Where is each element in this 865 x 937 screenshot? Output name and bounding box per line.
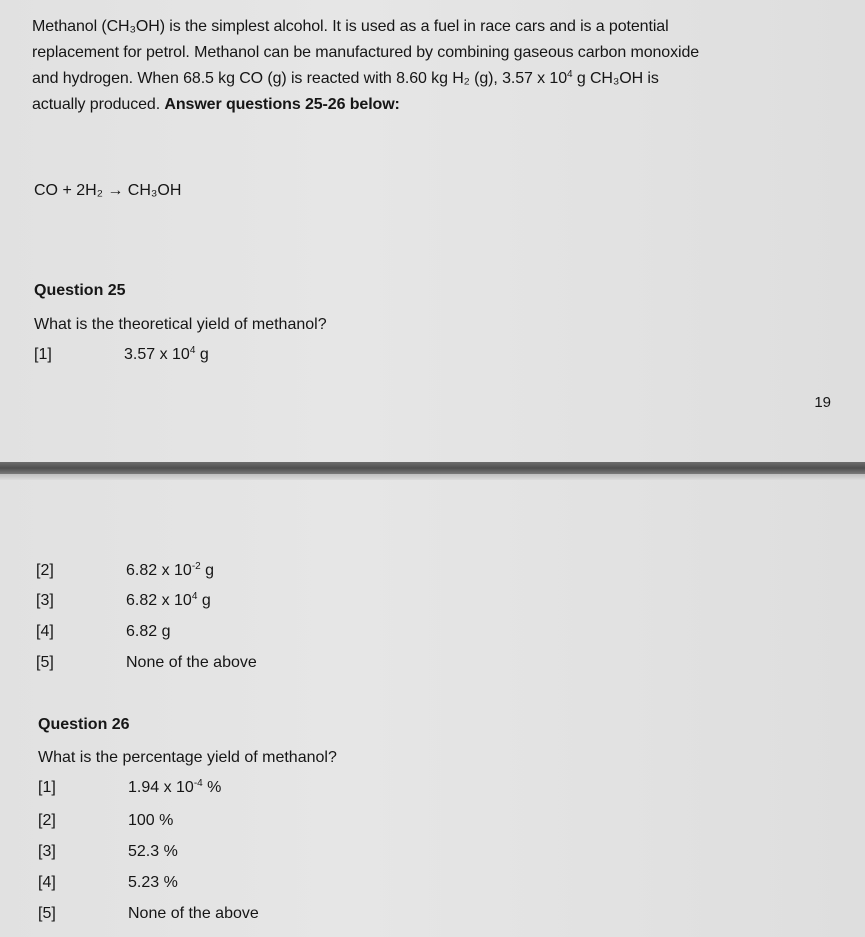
page-break-divider xyxy=(0,462,865,474)
option-value xyxy=(126,623,170,641)
option-base: 6.82 x 10 xyxy=(126,592,192,609)
option-unit: g xyxy=(200,562,215,579)
option-number: [4] xyxy=(36,623,54,640)
option-base: 1.94 x 10 xyxy=(128,779,194,796)
option-unit: g xyxy=(197,592,211,609)
option-base: 5.23 % xyxy=(128,874,178,891)
page-number: 19 xyxy=(814,394,831,411)
option-value xyxy=(128,843,178,861)
question-25-text: What is the theoretical yield of methanol? xyxy=(34,316,327,333)
option-value xyxy=(128,905,259,923)
option-number: [2] xyxy=(36,562,54,579)
option-exponent: 4 xyxy=(189,345,196,356)
option-value xyxy=(128,874,178,892)
option-number: [4] xyxy=(38,874,56,891)
intro-line-3-exponent: 4 xyxy=(567,69,573,80)
option-base: None of the above xyxy=(126,654,257,671)
intro-paragraph xyxy=(32,14,847,118)
option-base: 100 % xyxy=(128,812,174,829)
intro-line-4-text: actually produced. xyxy=(32,96,165,113)
option-unit: % xyxy=(202,779,222,796)
option-base: 3.57 x 10 xyxy=(124,346,190,363)
divider-shadow xyxy=(0,474,865,480)
option-base: 6.82 x 10 xyxy=(126,562,192,579)
option-number: [2] xyxy=(38,812,56,829)
intro-line-3-text-end: g CH₃OH is xyxy=(572,70,659,87)
option-value xyxy=(124,346,209,364)
option-number: [3] xyxy=(38,843,56,860)
option-value xyxy=(126,592,211,610)
option-number: [3] xyxy=(36,592,54,609)
option-value xyxy=(126,562,214,580)
reaction-equation: CO + 2H₂ → CH₃OH xyxy=(34,182,182,199)
intro-line-4 xyxy=(32,92,847,118)
option-unit: g xyxy=(195,346,209,363)
option-exponent: -2 xyxy=(191,561,201,572)
question-26-text: What is the percentage yield of methanol? xyxy=(38,749,337,766)
option-number: [1] xyxy=(34,346,52,363)
intro-line-3-text: and hydrogen. When 68.5 kg CO (g) is reacted with 8.60 kg H₂ (g), 3.57 x 10 xyxy=(32,70,567,87)
intro-line-2: replacement for petrol. Methanol can be manufactured by combining gaseous carbon monoxide xyxy=(32,44,700,61)
question-26-title: Question 26 xyxy=(38,716,130,733)
instruction-text: Answer questions 25-26 below: xyxy=(164,96,400,113)
question-25-title: Question 25 xyxy=(34,282,126,299)
option-value xyxy=(128,779,221,797)
option-number: [5] xyxy=(38,905,56,922)
option-number: [1] xyxy=(38,779,56,796)
intro-line-3 xyxy=(32,66,847,92)
option-base: 6.82 g xyxy=(126,623,171,640)
option-base: 52.3 % xyxy=(128,843,178,860)
option-exponent: -4 xyxy=(193,778,203,789)
option-base: None of the above xyxy=(128,905,259,922)
option-number: [5] xyxy=(36,654,54,671)
option-exponent: 4 xyxy=(191,591,198,602)
option-value xyxy=(126,654,257,672)
option-value xyxy=(128,812,173,830)
intro-line-1: Methanol (CH₃OH) is the simplest alcohol. It is used as a fuel in race cars and is a potential xyxy=(32,18,669,35)
